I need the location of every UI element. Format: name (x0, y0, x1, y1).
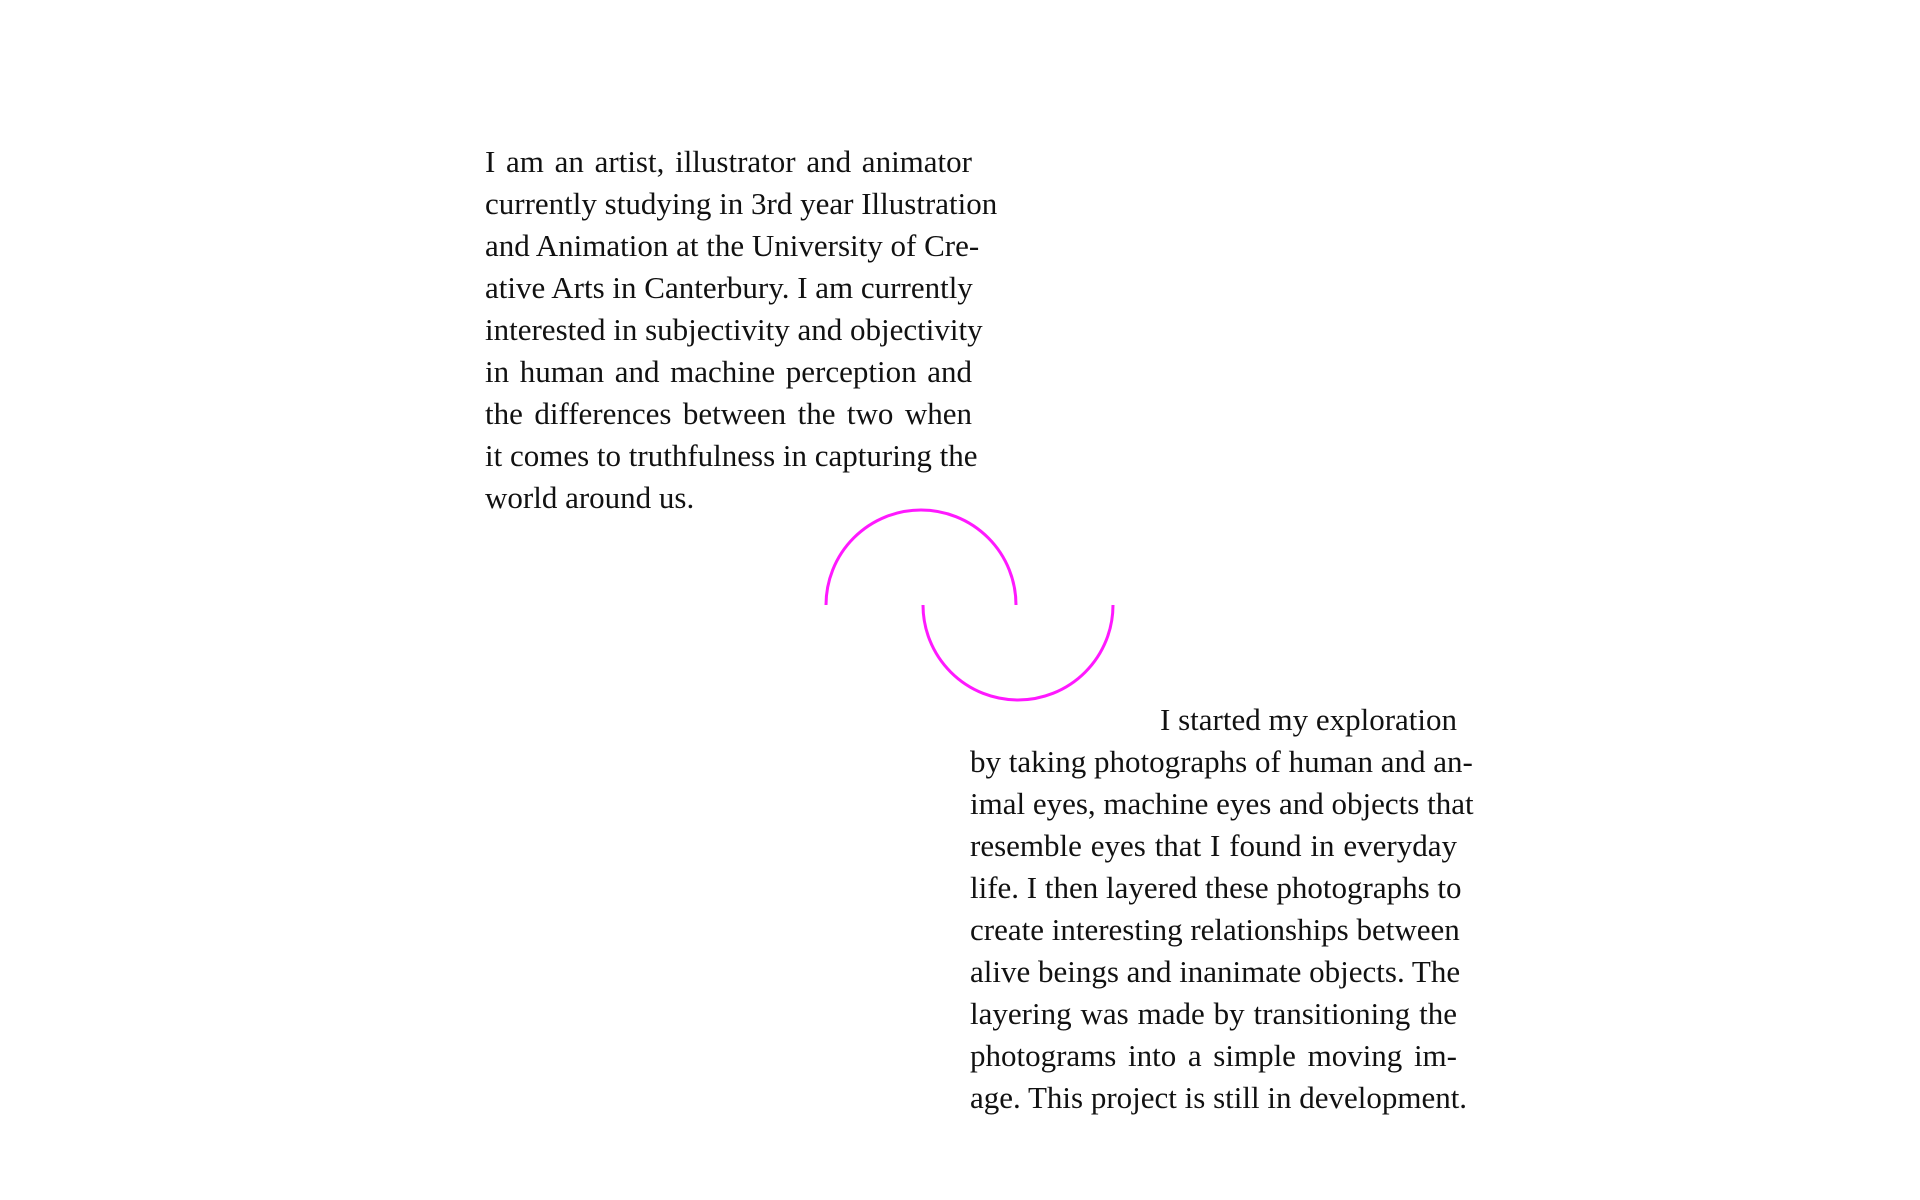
lower-arc (923, 605, 1113, 700)
exploration-line: by taking photographs of human and an- (970, 744, 1473, 779)
intro-line: in human and machine perception and (485, 354, 972, 389)
exploration-line: age. This project is still in development. (970, 1080, 1468, 1115)
exploration-line: create interesting relationships between (970, 912, 1460, 947)
upper-arc (826, 510, 1016, 605)
intro-paragraph (485, 141, 998, 519)
exploration-paragraph (970, 699, 1474, 1119)
intro-line: ative Arts in Canterbury. I am currently (485, 270, 973, 305)
exploration-line: I started my exploration (1160, 702, 1457, 737)
exploration-line: life. I then layered these photographs to (970, 870, 1462, 905)
intro-line: interested in subjectivity and objectivity (485, 312, 983, 347)
exploration-line: imal eyes, machine eyes and objects that (970, 786, 1474, 821)
intro-line: world around us. (485, 480, 695, 515)
intro-line: and Animation at the University of Cre- (485, 228, 980, 263)
intro-line: currently studying in 3rd year Illustration (485, 186, 998, 221)
exploration-line: resemble eyes that I found in everyday (970, 828, 1457, 863)
intro-line: it comes to truthfulness in capturing the (485, 438, 978, 473)
intro-line: I am an artist, illustrator and animator (485, 144, 972, 179)
exploration-line: photograms into a simple moving im- (970, 1038, 1457, 1073)
exploration-line: alive beings and inanimate objects. The (970, 954, 1461, 989)
exploration-line: layering was made by transitioning the (970, 996, 1457, 1031)
intro-line: the differences between the two when (485, 396, 972, 431)
